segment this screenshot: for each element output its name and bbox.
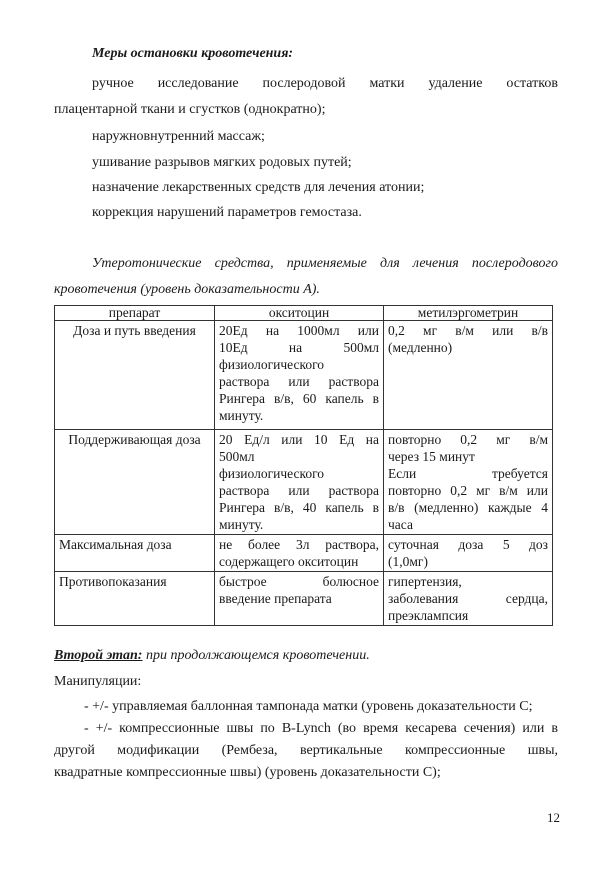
stage-two-heading: [54, 646, 370, 666]
section-title: Меры остановки кровотечения:: [92, 46, 294, 61]
oxytocin-cell: 20Ед на 1000мл или 10Ед на 500мл физиологического раствора или раствора Рингера в/в, 60 капель в минуту.: [215, 321, 384, 430]
table-row: [55, 535, 553, 572]
row-label: Противопоказания: [55, 572, 215, 626]
oxytocin-cell: не более 3л раствора, содержащего окситоцин: [215, 535, 384, 572]
uterotonic-heading-line-1: Утеротонические средства, применяемые для лечения послеродового: [92, 256, 558, 271]
manipulations-label: Манипуляции:: [54, 674, 142, 689]
list-item-2: наружновнутренний массаж;: [92, 129, 265, 144]
methylergometrine-cell: гипертензия, заболевания сердца, преэклампсия: [384, 572, 553, 626]
manipulation-item-2-line-1: - +/- компрессионные швы по B-Lynch (во время кесарева сечения) или в: [84, 721, 558, 736]
list-item-4: назначение лекарственных средств для лечения атонии;: [92, 180, 425, 195]
header-methylergometrine: метилэргометрин: [384, 306, 553, 321]
drug-table: [54, 305, 553, 626]
stage-two-title: Второй этап:: [54, 648, 143, 663]
uterotonic-heading-line-2: кровотечения (уровень доказательности А).: [54, 282, 320, 297]
table-row: [55, 321, 553, 430]
list-item-1-line-1: ручное исследование послеродовой матки удаление остатков: [92, 76, 558, 91]
row-label: Поддерживающая доза: [55, 430, 215, 535]
stage-two-subtitle: при продолжающемся кровотечении.: [142, 648, 370, 663]
page-number: 12: [547, 810, 560, 825]
header-oxytocin: окситоцин: [215, 306, 384, 321]
list-item-3: ушивание разрывов мягких родовых путей;: [92, 155, 352, 170]
list-item-1-line-2: плацентарной ткани и сгустков (однократно);: [54, 102, 326, 117]
methylergometrine-cell: повторно 0,2 мг в/м через 15 минут Если требуется повторно 0,2 мг в/м или в/в (медленно) каждые 4 часа: [384, 430, 553, 535]
manipulation-item-1: - +/- управляемая баллонная тампонада матки (уровень доказательности С;: [84, 699, 533, 714]
methylergometrine-cell: 0,2 мг в/м или в/в (медленно): [384, 321, 553, 430]
table-header-row: [55, 306, 553, 321]
oxytocin-cell: быстрое болюсное введение препарата: [215, 572, 384, 626]
header-drug: препарат: [55, 306, 215, 321]
table-row: [55, 430, 553, 535]
row-label: Доза и путь введения: [55, 321, 215, 430]
manipulation-item-2-line-3: квадратные компрессионные швы) (уровень доказательности С);: [54, 765, 441, 780]
methylergometrine-cell: суточная доза 5 доз (1,0мг): [384, 535, 553, 572]
oxytocin-cell: 20 Ед/л или 10 Ед на 500мл физиологического раствора или раствора Рингера в/в, 40 капель в минуту.: [215, 430, 384, 535]
manipulation-item-2-line-2: другой модификации (Рембеза, вертикальные компрессионные швы,: [54, 743, 558, 758]
list-item-5: коррекция нарушений параметров гемостаза.: [92, 205, 362, 220]
row-label: Максимальная доза: [55, 535, 215, 572]
table-row: [55, 572, 553, 626]
